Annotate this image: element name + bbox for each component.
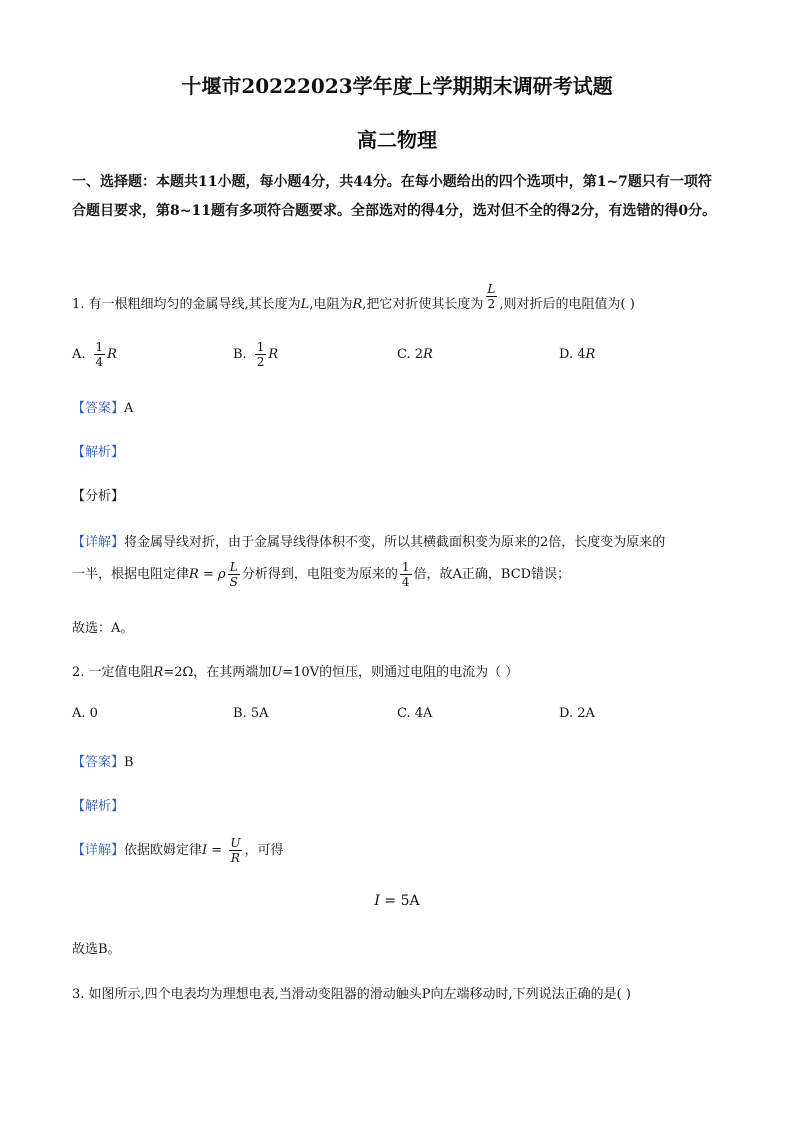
question-3: 3. 如图所示,四个电表均为理想电表,当滑动变阻器的滑动触头P向左端移动时,下列说法正确的是( ) xyxy=(72,987,631,1002)
q1-analysis-label: 【解析】 xyxy=(72,445,125,460)
q2-option-c: C. 4A xyxy=(397,706,433,721)
length-fraction: $\frac{L}{2}$ xyxy=(487,282,496,311)
q2-option-b: B. 5A xyxy=(233,706,269,721)
q1-option-a: A. $\frac{1}{4}$ R xyxy=(72,340,117,369)
q2-answer: 【答案】B xyxy=(72,755,134,770)
exam-title: 十堰市20222023学年度上学期期末调研考试题 xyxy=(181,74,613,98)
q2-result-equation: I = 5A xyxy=(374,893,420,909)
q1-option-d: D. 4R xyxy=(559,347,596,362)
q2-option-a: A. 0 xyxy=(72,706,98,721)
quarter-fraction: $\frac{1}{4}$ xyxy=(401,560,410,589)
q2-choice: 故选B。 xyxy=(72,942,121,957)
resistance-formula-fraction: $\frac{L}{S}$ xyxy=(229,560,238,589)
q1-detail-line-2: 一半，根据电阻定律R = ρ $\frac{L}{S}$ 分析得到，电阻变为原来的 $\frac{1}{4}$ 倍，故A正确，BCD错误； xyxy=(72,560,571,589)
q1-choice: 故选：A。 xyxy=(72,621,134,636)
q1-option-b: B. $\frac{1}{2}$ R xyxy=(233,340,279,369)
q1-fenxi-label: 【分析】 xyxy=(72,489,125,504)
q2-analysis-label: 【解析】 xyxy=(72,799,125,814)
q1-detail-line-1: 【详解】将金属导线对折，由于金属导线得体积不变，所以其横截面积变为原来的2倍，长度变为原来的 xyxy=(72,535,666,550)
exam-subtitle: 高二物理 xyxy=(357,128,437,152)
q2-detail: 【详解】依据欧姆定律I = $\frac{U}{R}$ ，可得 xyxy=(72,836,284,865)
q2-option-d: D. 2A xyxy=(559,706,595,721)
section-instructions: 一、选择题：本题共11小题，每小题4分，共44分。在每小题给出的四个选项中，第1~7题只有一项符合题目要求，第8~11题有多项符合题要求。全部选对的得4分，选对但不全的得2分，有选错的得0分。 xyxy=(72,174,717,219)
question-2: 2. 一定值电阻R=2Ω，在其两端加U=10V的恒压，则通过电阻的电流为（ ） xyxy=(72,665,519,680)
q1-answer: 【答案】A xyxy=(72,401,134,416)
ohm-law-fraction: $\frac{U}{R}$ xyxy=(230,836,241,865)
question-1: 1. 有一根粗细均匀的金属导线,其长度为L,电阻为R,把它对折使其长度为 $\frac{L}{2}$ ,则对折后的电阻值为( ) xyxy=(72,282,635,312)
q1-option-c: C. 2R xyxy=(397,347,433,362)
